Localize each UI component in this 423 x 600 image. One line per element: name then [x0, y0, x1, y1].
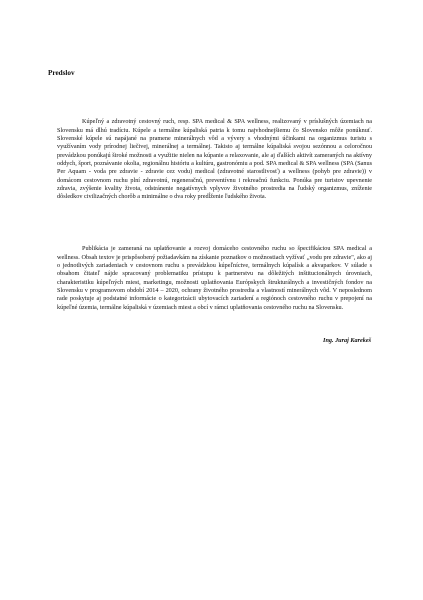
- body-paragraph-2: Publikácia je zameraná na uplatňovanie a rozvoj domáceho cestovného ruchu so špecifikáciou SPA medical a wellness. Obsah textov je prispôsobený požiadavkám na získanie poznatkov o možnostiach vyžívať „vodu pre zdravie", ako aj o jednotlivých zariadeniach v cestovnom ruchu s prevádzkou kúpeľníctve, termálnych kúpalísk a akvaparkov. V súlade s obsahom čitateľ nájde spracovaný problematiku prístupu k partnerstvu na dôležitých inštitucionálnych úrovniach, charakteristiku kúpeľných miest, marketingu, možnosti uplatňovania Európskych štrukturálnych a investičných fondov na Slovensku v programovom období 2014 – 2020, ochrany životného prostredia a vlastností minerálnych vôd. V neposlednom rade poskytuje aj podstatné informácie o kategorizácii ubytovacích zariadení a regiónoch cestovného ruchu v prepojení na kúpeľné územia, termálne kúpaliská v územiach miest a obcí v rámci uplatňovania cestovného ruchu na Slovensku.: [57, 245, 372, 311]
- page-heading: Predslov: [48, 69, 75, 77]
- body-paragraph-1: Kúpeľný a zdravotný cestovný ruch, resp. SPA medical & SPA wellness, realizovaný v príslušných územiach na Slovensku má dlhú tradíciu. Kúpele a termálne kúpaliská patria k tomu najvhodnejšiemu čo Slovensko môže ponúknuť. Slovenské kúpele sú napájané na pramene minerálnych vôd a vývery s vhodnými účinkami na organizmus turistu s využívaním vody prírodnej liečivej, minerálnej a termálnej. Takisto aj termálne kúpaliská svojou sezónnou a celoročnou prevádzkou ponúkajú široké možnosti a využitie nielen na kúpanie a relaxovanie, ale aj ďalších aktivít zameraných na aktívny oddych, šport, poznávanie okolia, regionálnu históriu a kultúru, gastronómiu a pod. SPA medical & SPA wellness (SPA (Sanus Per Aquam - voda pre zdravie - zdravie cez vodu) medical (zdravotné starostlivosť) a wellness (pohyb pre zdravie)) v domácom cestovnom ruchu plní zdravotnú, regeneračnú, preventívnu i rekreačnú funkciu. Ponúka pre turistov upevnenie zdravia, zvýšenie kvality života, odstránenie negatívnych vplyvov životného prostredia na ľudský organizmus, zníženie dôsledkov civilizačných chorôb a minimálne o dva roky predĺženie ľudského života.: [57, 118, 372, 201]
- author-signature: Ing. Juraj Karekeš: [323, 337, 371, 344]
